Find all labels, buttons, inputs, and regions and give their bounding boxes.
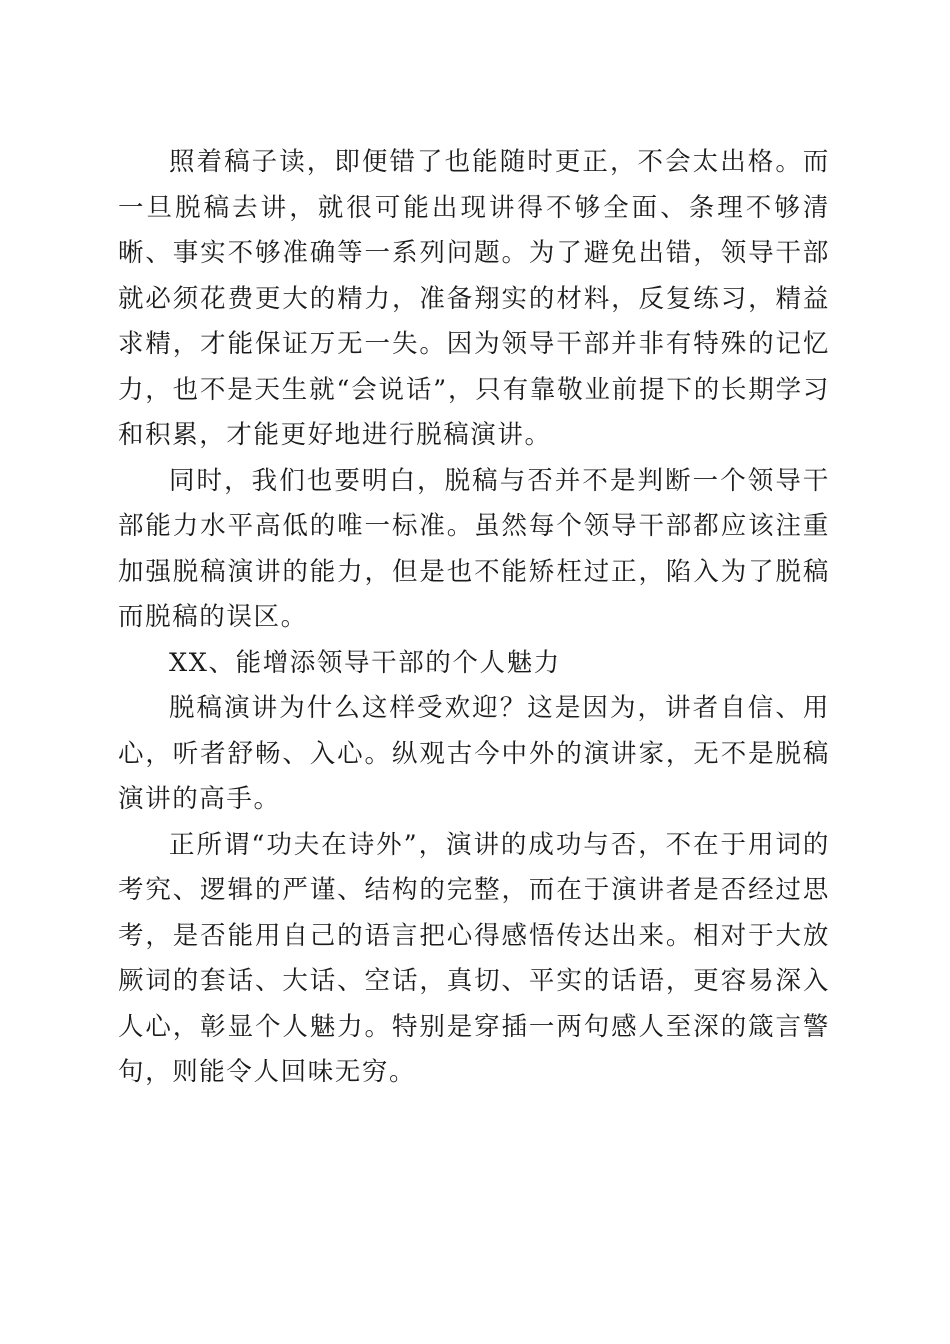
paragraph-not-sole-standard: 同时，我们也要明白，脱稿与否并不是判断一个领导干部能力水平高低的唯一标准。虽然每个领导干部都应该注重加强脱稿演讲的能力，但是也不能矫枉过正，陷入为了脱稿而脱稿的误区。 bbox=[118, 465, 830, 632]
section-heading: XX、能增添领导干部的个人魅力 bbox=[169, 647, 561, 678]
paragraph-preparation: 照着稿子读，即便错了也能随时更正，不会太出格。而一旦脱稿去讲，就很可能出现讲得不够全面、条理不够清晰、事实不够准确等一系列问题。为了避免出错，领导干部就必须花费更大的精力，准备翔实的材料，反复练习，精益求精，才能保证万无一失。因为领导干部并非有特殊的记忆力，也不是天生就“会说话”，只有靠敬业前提下的长期学习和积累，才能更好地进行脱稿演讲。 bbox=[118, 147, 830, 450]
paragraph-personal-charm: 正所谓“功夫在诗外”，演讲的成功与否，不在于用词的考究、逻辑的严谨、结构的完整，而在于演讲者是否经过思考，是否能用自己的语言把心得感悟传达出来。相对于大放厥词的套话、大话、空话，真切、平实的话语，更容易深入人心，彰显个人魅力。特别是穿插一两句感人至深的箴言警句，则能令人回味无穷。 bbox=[118, 829, 830, 1087]
document-body bbox=[118, 140, 830, 1096]
paragraph-popularity: 脱稿演讲为什么这样受欢迎？这是因为，讲者自信、用心，听者舒畅、入心。纵观古今中外的演讲家，无不是脱稿演讲的高手。 bbox=[118, 693, 830, 814]
